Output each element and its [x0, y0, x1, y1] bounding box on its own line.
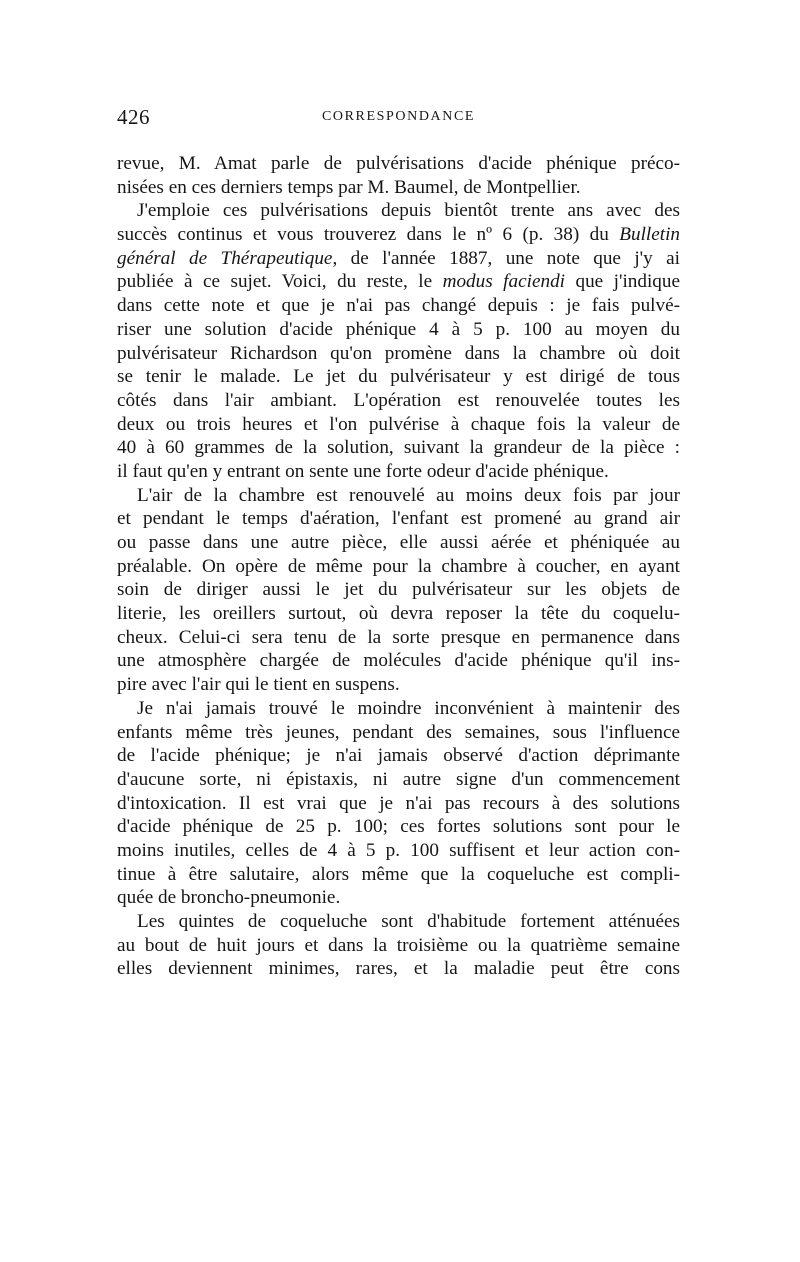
text-line	[117, 649, 680, 673]
text-line	[117, 863, 680, 887]
text-run: préalable. On opère de même pour la chambre à coucher, en ayant	[117, 555, 680, 577]
text-run: deux ou trois heures et l'on pulvérise à chaque fois la valeur de	[117, 413, 680, 435]
running-head: CORRESPONDANCE	[321, 109, 476, 124]
text-run: d'aucune sorte, ni épistaxis, ni autre signe d'un commencement	[117, 768, 680, 790]
text-run: tinue à être salutaire, alors même que la coqueluche est compli-	[117, 863, 680, 885]
text-line	[117, 626, 680, 650]
text-run: revue, M. Amat parle de pulvérisations d'acide phénique préco-	[117, 153, 680, 174]
text-line	[117, 602, 680, 626]
body-text	[117, 152, 680, 981]
text-run: soin de diriger aussi le jet du pulvérisateur sur les objets de	[117, 579, 680, 601]
text-line	[117, 294, 680, 318]
text-line	[117, 697, 680, 721]
page-number: 426	[117, 105, 150, 129]
text-line	[117, 436, 680, 460]
text-line	[117, 555, 680, 579]
text-run: L'air de la chambre est renouvelé au moins deux fois par jour	[137, 484, 680, 506]
text-run: dans cette note et que je n'ai pas changé depuis : je fais pulvé-	[117, 295, 680, 317]
text-line	[117, 934, 680, 958]
text-line	[117, 460, 680, 484]
text-line	[117, 507, 680, 531]
text-line	[117, 792, 680, 816]
text-run: pire avec l'air qui le tient en suspens.	[117, 674, 400, 696]
text-line	[117, 199, 680, 223]
italic-text: général de Thérapeutique	[117, 247, 333, 269]
text-run: elles deviennent minimes, rares, et la maladie peut être cons	[117, 958, 680, 980]
text-line	[117, 744, 680, 768]
text-run: , de l'année 1887, une note que j'y ai	[332, 247, 680, 269]
text-line	[117, 910, 680, 934]
text-run: de l'acide phénique; je n'ai jamais observé d'action déprimante	[117, 745, 680, 767]
text-line	[117, 578, 680, 602]
text-line	[117, 673, 680, 697]
text-run: au bout de huit jours et dans la troisième ou la quatrième semaine	[117, 934, 680, 956]
text-line	[117, 413, 680, 437]
text-run: d'acide phénique de 25 p. 100; ces fortes solutions sont pour le	[117, 816, 680, 838]
text-line	[117, 247, 680, 271]
text-run: publiée à ce sujet. Voici, du reste, le	[117, 271, 443, 293]
text-line	[117, 886, 680, 910]
text-line	[117, 365, 680, 389]
text-run: Les quintes de coqueluche sont d'habitude fortement atténuées	[137, 911, 680, 932]
text-run: ou passe dans une autre pièce, elle aussi aérée et phéniquée au	[117, 532, 680, 553]
text-run: se tenir le malade. Le jet du pulvérisateur y est dirigé de tous	[117, 366, 680, 388]
italic-text: Bulletin	[619, 224, 680, 246]
text-run: riser une solution d'acide phénique 4 à 5 p. 100 au moyen du	[117, 318, 680, 340]
text-run: nisées en ces derniers temps par M. Baumel, de Montpellier.	[117, 176, 581, 198]
text-run: d'intoxication. Il est vrai que je n'ai pas recours à des solutions	[117, 792, 680, 814]
text-run: que j'indique	[565, 271, 680, 293]
text-run: enfants même très jeunes, pendant des semaines, sous l'influence	[117, 721, 680, 743]
text-run: une atmosphère chargée de molécules d'acide phénique qu'il ins-	[117, 650, 680, 672]
text-line	[117, 342, 680, 366]
text-run: pulvérisateur Richardson qu'on promène dans la chambre où doit	[117, 342, 680, 364]
text-line	[117, 768, 680, 792]
italic-text: modus faciendi	[442, 271, 565, 293]
text-run: Je n'ai jamais trouvé le moindre inconvénient à maintenir des	[137, 697, 680, 719]
text-line	[117, 484, 680, 508]
text-run: côtés dans l'air ambiant. L'opération est renouvelée toutes les	[117, 389, 680, 411]
text-line	[117, 318, 680, 342]
text-line	[117, 721, 680, 745]
text-line	[117, 176, 680, 200]
text-run: 40 à 60 grammes de la solution, suivant la grandeur de la pièce :	[117, 437, 680, 459]
text-run: moins inutiles, celles de 4 à 5 p. 100 suffisent et leur action con-	[117, 839, 680, 861]
text-run: quée de broncho-pneumonie.	[117, 887, 341, 909]
text-line	[117, 223, 680, 247]
text-line	[117, 839, 680, 863]
text-run: il faut qu'en y entrant on sente une forte odeur d'acide phénique.	[117, 460, 609, 482]
text-line	[117, 957, 680, 981]
text-line	[117, 531, 680, 555]
page-header	[117, 105, 680, 135]
text-line	[117, 815, 680, 839]
text-line	[117, 270, 680, 294]
text-line	[117, 389, 680, 413]
text-run: J'emploie ces pulvérisations depuis bientôt trente ans avec des	[137, 200, 680, 222]
text-run: et pendant le temps d'aération, l'enfant est promené au grand air	[117, 508, 680, 530]
text-run: succès continus et vous trouverez dans le nº 6 (p. 38) du	[117, 224, 620, 246]
text-run: cheux. Celui-ci sera tenu de la sorte presque en permanence dans	[117, 626, 680, 648]
text-line	[117, 152, 680, 176]
text-run: literie, les oreillers surtout, où devra reposer la tête du coquelu-	[117, 603, 680, 625]
